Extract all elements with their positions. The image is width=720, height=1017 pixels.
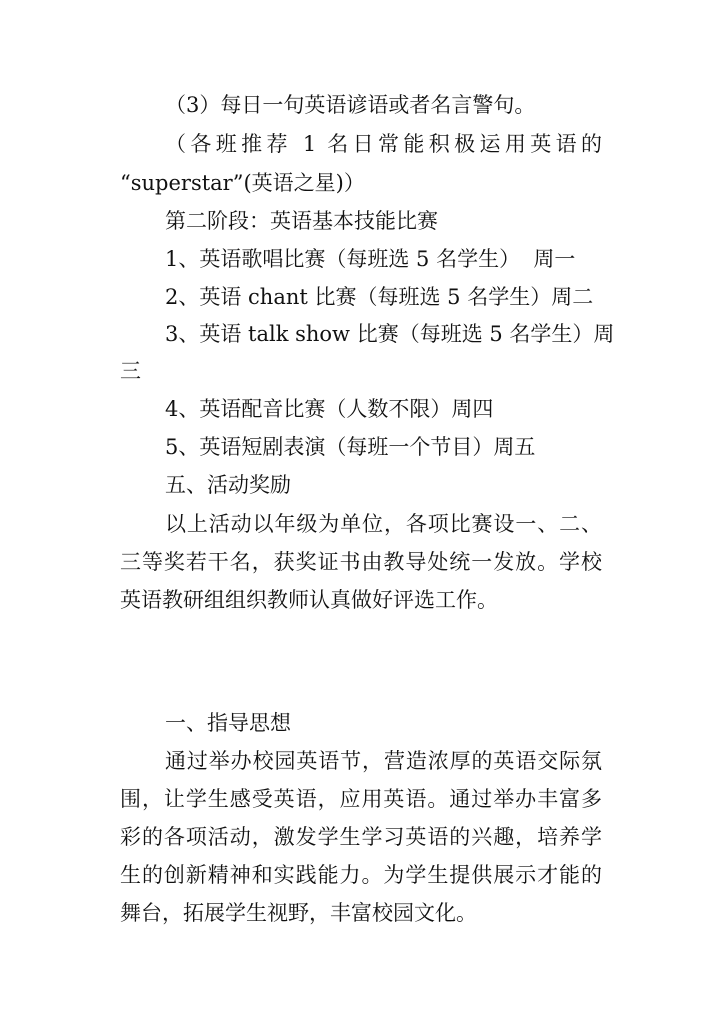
superstar-line-2: “superstar”(英语之星)）: [120, 171, 365, 195]
contest-item-talk-show-wrap: 三: [120, 359, 141, 383]
ideology-paragraph-line-1: 通过举办校园英语节，营造浓厚的英语交际氛: [165, 749, 602, 773]
contest-item-chant: 2、英语 chant 比赛（每班选 5 名学生）周二: [165, 285, 594, 309]
superstar-line-1: （各班推荐 1 名日常能积极运用英语的: [165, 132, 602, 156]
item-daily-proverb: （3）每日一句英语谚语或者名言警句。: [165, 93, 536, 117]
guiding-ideology-heading: 一、指导思想: [165, 711, 291, 735]
ideology-paragraph-line-5: 舞台，拓展学生视野，丰富校园文化。: [120, 901, 477, 925]
awards-paragraph-line-1: 以上活动以年级为单位，各项比赛设一、二、: [165, 512, 602, 536]
awards-paragraph-line-2: 三等奖若干名，获奖证书由教导处统一发放。学校: [120, 550, 602, 574]
awards-paragraph-line-3: 英语教研组组织教师认真做好评选工作。: [120, 588, 498, 612]
ideology-paragraph-line-3: 彩的各项活动，激发学生学习英语的兴趣，培养学: [120, 825, 602, 849]
stage-two-heading: 第二阶段：英语基本技能比赛: [165, 209, 438, 233]
ideology-paragraph-line-4: 生的创新精神和实践能力。为学生提供展示才能的: [120, 863, 602, 887]
ideology-paragraph-line-2: 围，让学生感受英语，应用英语。通过举办丰富多: [120, 787, 602, 811]
contest-item-dubbing: 4、英语配音比赛（人数不限）周四: [165, 397, 494, 421]
contest-item-singing: 1、英语歌唱比赛（每班选 5 名学生） 周一: [165, 247, 576, 271]
contest-item-drama: 5、英语短剧表演（每班一个节目）周五: [165, 435, 536, 459]
contest-item-talk-show: 3、英语 talk show 比赛（每班选 5 名学生）周: [165, 322, 615, 346]
awards-heading: 五、活动奖励: [165, 473, 291, 497]
